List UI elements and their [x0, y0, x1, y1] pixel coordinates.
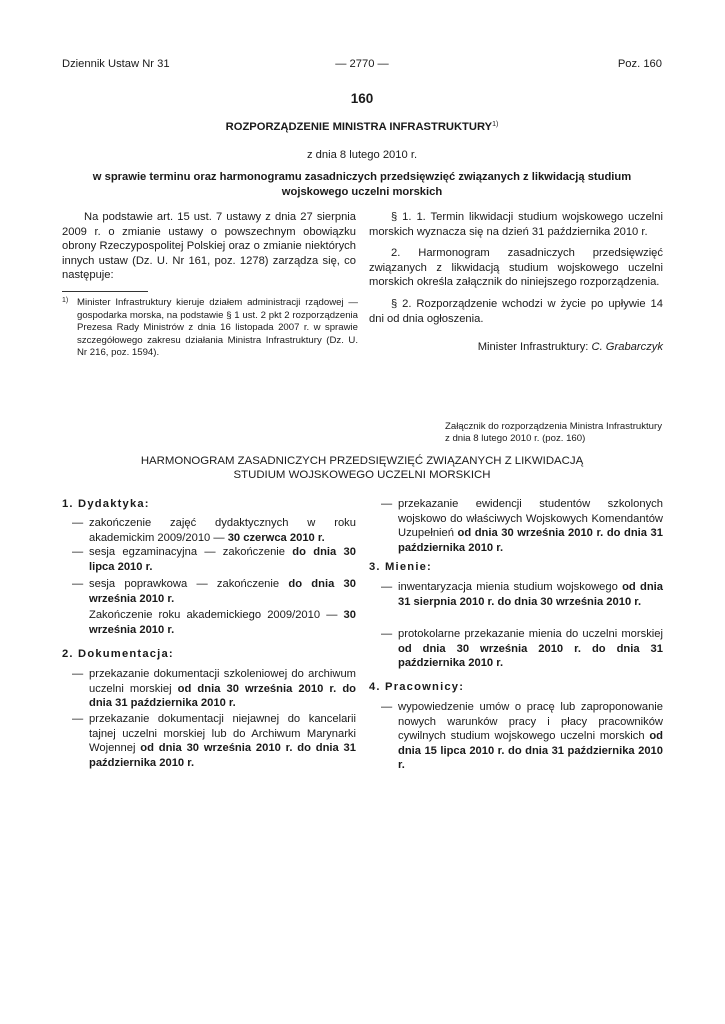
signature-name: C. Grabarczyk — [591, 341, 663, 353]
list-item — [72, 577, 356, 606]
schedule-heading-line-2: STUDIUM WOJSKOWEGO UCZELNI MORSKICH — [233, 469, 491, 482]
dash-bullet: — — [72, 517, 84, 529]
item-text: protokolarne przekazanie mienia do uczelni morskiej — [398, 628, 663, 640]
footnote-divider — [62, 291, 148, 292]
schedule-heading-line-1: HARMONOGRAM ZASADNICZYCH PRZEDSIĘWZIĘĆ ZWIĄZANYCH Z LIKWIDACJĄ — [140, 455, 584, 467]
act-title — [62, 120, 662, 135]
footnote-text: Minister Infrastruktury kieruje działem administracji rządowej — gospodarka morska, na podstawie § 1 ust. 2 pkt 2 rozporządzenia Prezesa Rady Ministrów z dnia 16 listopada 2007 r. w sprawie szczegółowego zakresu działania Ministra Infrastruktury (Dz. U. Nr 216, poz. 1594). — [77, 297, 358, 359]
paragraphs — [369, 210, 663, 326]
section-title-pracownicy: 4. Pracownicy: — [369, 681, 465, 693]
note-text: Zakończenie roku akademickiego 2009/2010 — — [89, 609, 344, 621]
dash-bullet: — — [381, 701, 393, 713]
item-text: inwentaryzacja mienia studium wojskowego — [398, 581, 623, 593]
item-date: 30 czerwca 2010 r. — [227, 531, 325, 544]
page-number: — 2770 — — [335, 58, 389, 70]
item-date: od dnia 30 września 2010 r. do dnia 31 października 2010 r. — [398, 642, 663, 670]
footnote — [62, 297, 358, 360]
paragraph-1-2: 2. Harmonogram zasadniczych przedsięwzięć związanych z likwidacją studium wojskowego uczelni morskich określa załącznik do niniejszego rozporządzenia. — [369, 247, 663, 289]
schedule-heading — [62, 454, 662, 483]
item-date: od dnia 30 września 2010 r. do dnia 31 października 2010 r. — [398, 527, 663, 554]
list-item-text — [89, 516, 356, 545]
list-item — [72, 712, 356, 770]
dash-bullet: — — [72, 668, 84, 680]
preamble-text: Na podstawie art. 15 ust. 7 ustawy z dnia 27 sierpnia 2009 r. o zmianie ustawy o powszechnym obowiązku obrony Rzeczypospolitej Polskiej oraz o zmianie niektórych innych ustaw (Dz. U. Nr 161, poz. 1278) zarządza się, co następuje: — [62, 211, 356, 282]
note-date: 30 września 2010 r. — [89, 609, 356, 636]
item-text: zakończenie zajęć dydaktycznych w roku akademickim 2009/2010 — — [89, 517, 356, 544]
position-number: Poz. 160 — [617, 58, 662, 70]
item-date: od dnia 31 sierpnia 2010 r. do dnia 30 września 2010 r. — [398, 581, 663, 608]
dash-bullet: — — [381, 628, 393, 640]
list-item — [381, 700, 663, 773]
item-date: od dnia 30 września 2010 r. do dnia 31 października 2010 r. — [89, 682, 356, 710]
signature-role: Minister Infrastruktury: — [477, 341, 592, 353]
list-item-text — [89, 545, 356, 574]
annex-note — [445, 421, 663, 446]
section-title-dydaktyka: 1. Dydaktyka: — [62, 498, 150, 510]
act-date: z dnia 8 lutego 2010 r. — [306, 149, 418, 161]
dash-bullet: — — [381, 581, 393, 593]
list-item-text — [398, 627, 663, 671]
act-subject: w sprawie terminu oraz harmonogramu zasadniczych przedsięwzięć związanych z likwidacją studium wojskowego uczelni morskich — [92, 171, 632, 198]
journal-title: Dziennik Ustaw Nr 31 — [62, 58, 170, 70]
dash-bullet: — — [72, 713, 84, 725]
item-text: sesja poprawkowa — zakończenie — [89, 578, 289, 590]
list-item — [381, 627, 663, 671]
paragraph-2: § 2. Rozporządzenie wchodzi w życie po upływie 14 dni od dnia ogłoszenia. — [369, 297, 663, 325]
annex-line-2: z dnia 8 lutego 2010 r. (poz. 160) — [445, 433, 586, 445]
list-item — [381, 580, 663, 609]
item-text: przekazanie dokumentacji niejawnej do kancelarii tajnej uczelni morskiej lub do Archiwum Marynarki Wojennej — [89, 713, 356, 755]
item-date: od dnia 15 lipca 2010 r. do dnia 31 października 2010 r. — [398, 730, 663, 772]
section-title-dokumentacja: 2. Dokumentacja: — [62, 648, 174, 660]
list-item — [381, 497, 663, 555]
footnote-mark: 1) — [62, 297, 69, 304]
item-date: do dnia 30 lipca 2010 r. — [89, 546, 356, 573]
act-title-text: ROZPORZĄDZENIE MINISTRA INFRASTRUKTURY — [225, 121, 493, 133]
list-item — [72, 667, 356, 711]
list-item-text — [89, 667, 356, 711]
item-text: przekazanie dokumentacji szkoleniowej do archiwum uczelni morskiej — [89, 668, 356, 695]
list-item-text — [398, 700, 663, 773]
list-item — [72, 545, 356, 574]
item-text: wypowiedzenie umów o pracę lub zaproponowanie nowych warunków pracy i płacy pracowników cywilnych studium wojskowego uczelni morskich — [398, 701, 663, 743]
annex-line-1: Załącznik do rozporządzenia Ministra Infrastruktury — [445, 421, 663, 432]
list-item-text — [398, 497, 663, 555]
act-number: 160 — [350, 91, 374, 106]
signature — [369, 340, 663, 355]
footnote-reference: 1) — [492, 121, 499, 128]
dash-bullet: — — [381, 498, 393, 510]
paragraph-1: § 1. 1. Termin likwidacji studium wojskowego uczelni morskich wyznacza się na dzień 31 października 2010 r. — [369, 211, 663, 238]
preamble — [62, 210, 356, 283]
list-item — [72, 516, 356, 545]
list-item-text — [398, 580, 663, 609]
dash-bullet: — — [72, 546, 84, 558]
item-date: od dnia 30 września 2010 r. do dnia 31 października 2010 r. — [89, 742, 357, 769]
list-item-text — [89, 577, 356, 606]
item-text: sesja egzaminacyjna — zakończenie — [89, 546, 293, 558]
item-date: do dnia 30 września 2010 r. — [89, 578, 356, 605]
section-title-mienie: 3. Mienie: — [369, 561, 432, 573]
academic-year-note — [89, 608, 356, 637]
item-text: przekazanie ewidencji studentów szkolonych wojskowo do właściwych Wojskowych Komendantów Uzupełnień — [398, 498, 663, 540]
list-item-text — [89, 712, 356, 770]
page-header — [62, 57, 662, 73]
dash-bullet: — — [72, 578, 84, 590]
